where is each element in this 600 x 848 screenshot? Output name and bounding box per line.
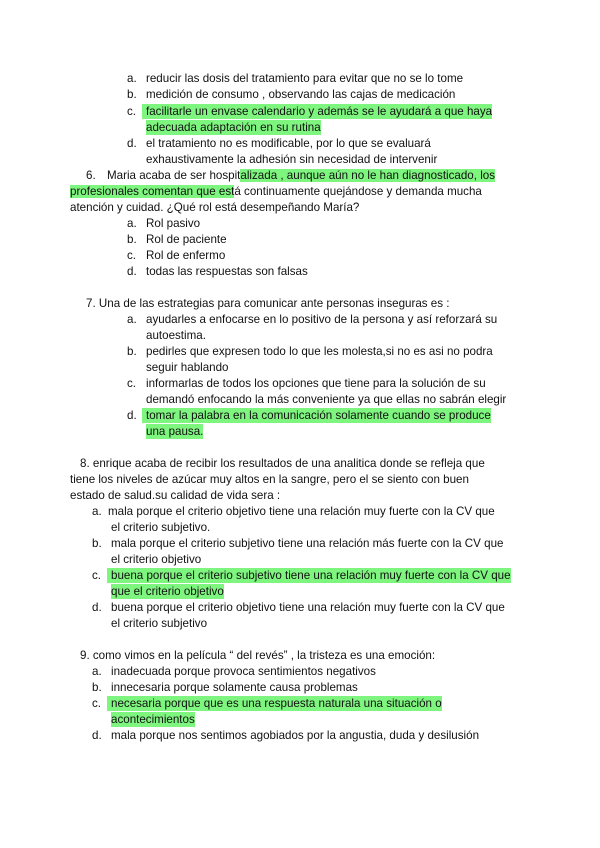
q7-stem: 7. Una de las estrategias para comunicar ante personas inseguras es : xyxy=(86,297,450,310)
q6-option-a-marker: a. xyxy=(127,217,137,230)
q7-option-c-text-line1: informarlas de todos los opciones que tiene para la solución de su xyxy=(146,377,486,390)
q5-option-c-marker: c. xyxy=(127,105,137,118)
q5-option-b-text: medición de consumo , observando las cajas de medicación xyxy=(146,88,456,101)
q7-option-b-text-line2: seguir hablando xyxy=(146,361,229,374)
q8-stem-line3: estado de salud.su calidad de vida sera : xyxy=(70,489,281,502)
q9-option-c-marker: c. xyxy=(92,697,102,710)
q8-option-d-text-line1: buena porque el criterio objetivo tiene una relación muy fuerte con la CV que xyxy=(111,601,505,614)
q8-stem-line2: tiene los niveles de azúcar muy altos en la sangre, pero el se siento con buen xyxy=(70,473,469,486)
q6-stem-line1-highlight: alizada , aunque aún no le han diagnosticado, los xyxy=(240,169,496,182)
q7-option-c-text-line2: demandó enfocando la más conveniente ya que ellas no sabrán elegir xyxy=(146,393,507,406)
q7-option-d-text-line2: una pausa. xyxy=(146,425,204,438)
q6-stem-line3: atención y cuidad. ¿Qué rol está desempeñando María? xyxy=(70,201,360,214)
q5-option-d-text-line2: exhaustivamente la adhesión sin necesidad de intervenir xyxy=(146,153,438,166)
q6-option-d-marker: d. xyxy=(127,265,137,278)
q7-option-a-marker: a. xyxy=(127,313,137,326)
q8-option-b-text-line1: mala porque el criterio subjetivo tiene una relación más fuerte con la CV que xyxy=(111,537,504,550)
q5-option-c-text-line1: facilitarle un envase calendario y además se le ayudará a que haya xyxy=(142,104,492,119)
q7-option-d-marker: d. xyxy=(127,409,137,422)
q6-option-c-text: Rol de enfermo xyxy=(146,249,226,262)
q7-option-a-text-line1: ayudarles a enfocarse en lo positivo de la persona y así reforzará su xyxy=(146,313,498,326)
q9-option-d-marker: d. xyxy=(92,729,102,742)
q6-option-a-text: Rol pasivo xyxy=(146,217,201,230)
q5-option-b-marker: b. xyxy=(127,88,137,101)
q5-option-c-text-line2: adecuada adaptación en su rutina xyxy=(146,121,321,134)
q7-option-d-text-line1: tomar la palabra en la comunicación solamente cuando se produce xyxy=(142,408,491,423)
q8-option-a-marker: a. xyxy=(92,505,102,518)
q8-option-a-text-line2: el criterio subjetivo. xyxy=(111,521,211,534)
q8-option-b-text-line2: el criterio objetivo xyxy=(111,553,202,566)
q6-option-c-marker: c. xyxy=(127,249,137,262)
q8-option-d-marker: d. xyxy=(92,601,102,614)
q8-option-c-text-line2: que el criterio objetivo xyxy=(111,585,224,598)
q5-option-d-text-line1: el tratamiento no es modificable, por lo que se evaluará xyxy=(146,137,431,150)
q9-option-d-text: mala porque nos sentimos agobiados por la angustia, duda y desilusión xyxy=(111,729,480,742)
q6-stem-line2 xyxy=(70,184,482,199)
q6-option-d-text: todas las respuestas son falsas xyxy=(146,265,308,278)
q8-option-c-marker: c. xyxy=(92,569,102,582)
q8-option-b-marker: b. xyxy=(92,537,102,550)
q9-option-b-text: innecesaria porque solamente causa problemas xyxy=(111,681,358,694)
q7-option-a-text-line2: autoestima. xyxy=(146,329,206,342)
q9-option-c-text-line1: necesaria porque que es una respuesta naturala una situación o xyxy=(107,696,442,711)
q9-stem: 9. como vimos en la película “ del revés” , la tristeza es una emoción: xyxy=(80,649,436,662)
q6-option-b-marker: b. xyxy=(127,233,137,246)
q9-option-b-marker: b. xyxy=(92,681,102,694)
q8-option-a-text-line1: mala porque el criterio objetivo tiene una relación muy fuerte con la CV que xyxy=(108,505,495,518)
q7-option-b-text-line1: pedirles que expresen todo lo que les molesta,si no es asi no podra xyxy=(146,345,493,358)
q5-option-d-marker: d. xyxy=(127,137,137,150)
q5-option-a-marker: a. xyxy=(127,72,137,85)
q6-stem-line2-highlight: profesionales comentan que est xyxy=(70,185,235,198)
q9-option-a-marker: a. xyxy=(92,665,102,678)
q6-stem-line1 xyxy=(107,168,495,183)
q6-stem-line1-plain: Maria acaba de ser hospit xyxy=(107,169,241,182)
q9-option-a-text: inadecuada porque provoca sentimientos negativos xyxy=(111,665,376,678)
q8-option-c-text-line1: buena porque el criterio subjetivo tiene una relación muy fuerte con la CV que xyxy=(107,568,511,583)
q9-option-c-text-line2: acontecimientos xyxy=(111,713,195,726)
q8-option-d-text-line2: el criterio subjetivo xyxy=(111,617,208,630)
q8-stem-line1: 8. enrique acaba de recibir los resultados de una analitica donde se refleja que xyxy=(80,457,485,470)
q7-option-c-marker: c. xyxy=(127,377,137,390)
q6-option-b-text: Rol de paciente xyxy=(146,233,227,246)
q6-stem-line2-plain: á continuamente quejándose y demanda mucha xyxy=(234,185,482,198)
q6-number: 6. xyxy=(86,169,96,182)
q5-option-a-text: reducir las dosis del tratamiento para evitar que no se lo tome xyxy=(146,72,464,85)
q7-option-b-marker: b. xyxy=(127,345,137,358)
